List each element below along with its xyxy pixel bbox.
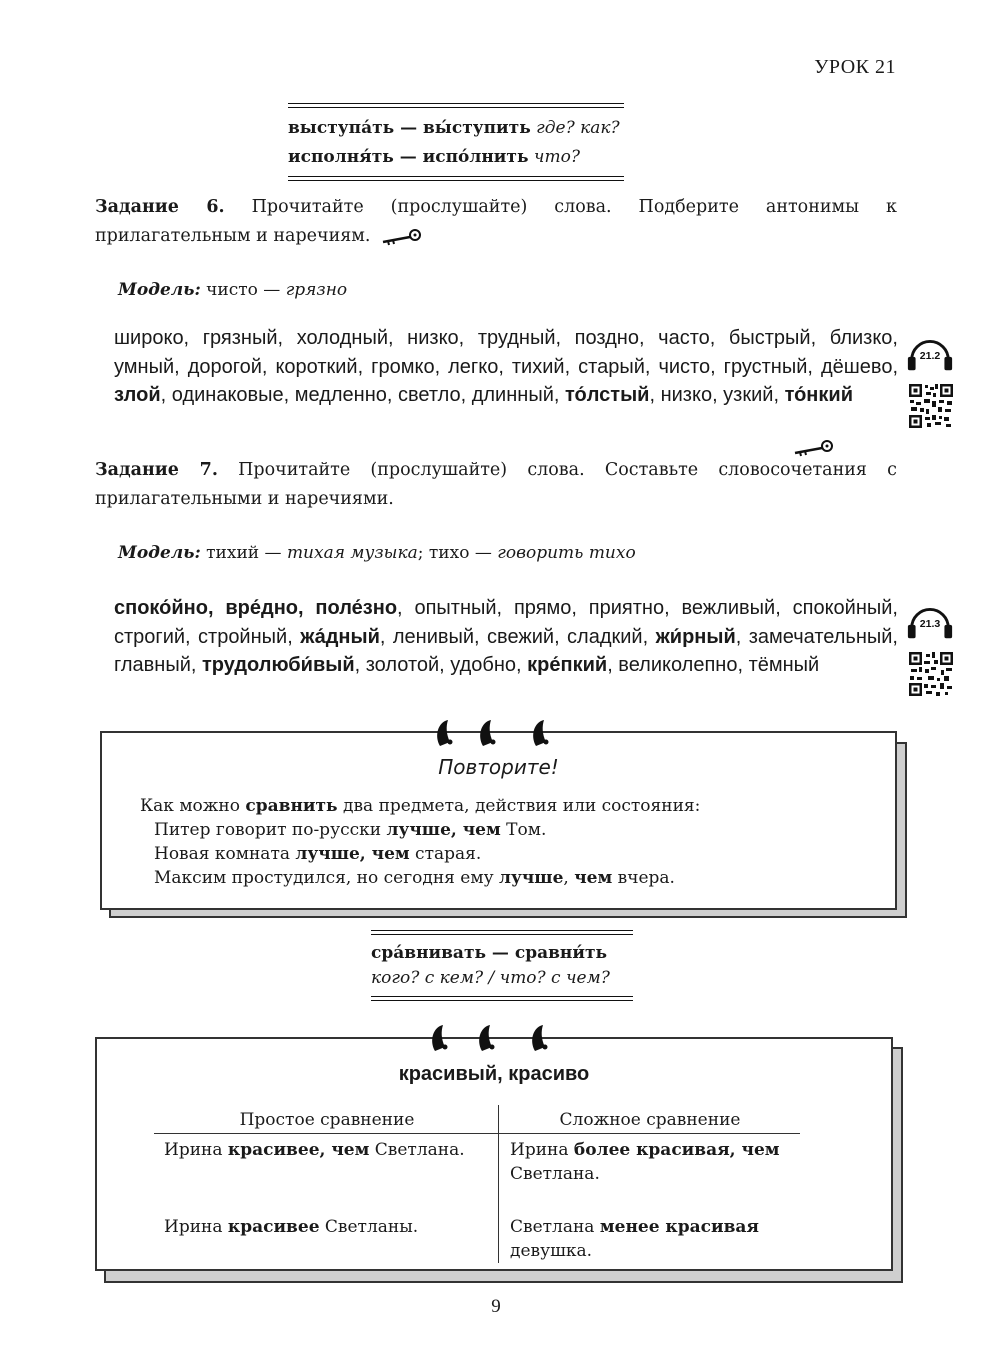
table-cell-run: менее красивая: [599, 1217, 759, 1237]
lesson-header: УРОК 21: [814, 56, 896, 78]
table-cell-run: красивее: [227, 1217, 320, 1237]
example-run: Максим простудился, но сегодня ему: [154, 868, 499, 888]
qr-code-icon[interactable]: [908, 651, 954, 697]
repeat-example-3: [140, 866, 700, 890]
model-word: чисто —: [206, 280, 281, 300]
repeat-box-content: [140, 794, 700, 890]
audio-track-label: 21.3: [919, 617, 941, 630]
example-run: чем: [574, 868, 613, 888]
verb-box-top: [288, 103, 624, 181]
table-cell-run: красивее, чем: [227, 1140, 370, 1160]
word-list-run: жа́дный: [300, 625, 380, 648]
verb-pair-2: исполня́ть — испо́лнить: [288, 147, 529, 167]
table-cell-line: девушка.: [510, 1241, 593, 1261]
verb-pair-1: выступа́ть — вы́ступить: [288, 118, 531, 138]
verb-question-2: что?: [533, 147, 580, 167]
table-header-divider: [154, 1133, 800, 1134]
model-label: Модель:: [118, 280, 201, 300]
word-list-run: жи́рный: [655, 625, 736, 648]
example-run: лучше, чем: [295, 844, 410, 864]
table-cell-simple-1: [164, 1138, 489, 1162]
example-run: Новая комната: [154, 844, 296, 864]
comparison-box: [95, 1037, 893, 1271]
binder-rings-icon: [427, 1017, 557, 1057]
word-list-run: то́нкий: [784, 384, 853, 406]
word-list-run: злой: [114, 384, 161, 406]
compare-verb-box: [371, 930, 633, 1001]
repeat-intro-text: два предмета, действия или состояния:: [337, 796, 701, 816]
word-list-run: , замечательный, главный,: [114, 625, 898, 676]
page-number: 9: [491, 1296, 501, 1317]
key-icon: [792, 438, 836, 458]
task-6-word-list: [114, 324, 898, 410]
word-list-run: , великолепно, тёмный: [607, 654, 820, 676]
table-cell-complex-2: [510, 1215, 810, 1263]
word-list-run: , ленивый, свежий, сладкий,: [379, 625, 656, 648]
repeat-example-2: [140, 842, 700, 866]
word-list-run: , опытный, прямо, приятно, вежливый, спокойный, строгий, стройный,: [114, 597, 898, 648]
task-7-word-list: [114, 594, 898, 680]
word-list-run: широко, грязный, холодный, низко, трудный, поздно, часто, быстрый, близко, умный, дорогой, короткий, громко, легко, тихий, старый, чисто, грустный, дёшево,: [114, 327, 898, 378]
word-list-run: трудолюби́вый: [201, 654, 355, 676]
compare-verb-questions: кого? с кем? / что? с чем?: [371, 968, 610, 988]
task-6-instructions: [95, 193, 897, 251]
compare-verb-pair: сра́внивать — сравни́ть: [371, 943, 608, 963]
headphones-icon[interactable]: [905, 598, 955, 644]
task-6-text: Прочитайте (прослушайте) слова. Подберите антонимы к прилагательным и наречиям.: [95, 197, 897, 246]
repeat-intro-text: Как можно: [140, 796, 246, 816]
task-7-label: Задание 7.: [95, 460, 218, 480]
qr-code-icon[interactable]: [908, 383, 954, 429]
repeat-intro-keyword: сравнить: [245, 796, 338, 816]
verb-question-1: где? как?: [536, 118, 620, 138]
word-list-run: споко́йно, вре́дно, поле́зно: [114, 597, 398, 619]
word-list-run: кре́пкий: [527, 654, 608, 676]
table-cell-complex-1: [510, 1138, 810, 1186]
comparison-box-title: красивый, красиво: [398, 1063, 590, 1085]
example-run: вчера.: [612, 868, 675, 888]
example-run: старая.: [409, 844, 482, 864]
key-icon: [380, 228, 424, 246]
repeat-box: [100, 731, 897, 910]
word-list-run: то́лстый: [564, 384, 650, 406]
model-label: Модель:: [118, 543, 201, 563]
table-cell-run: Светлана: [510, 1217, 600, 1237]
column-header-complex: Сложное сравнение: [559, 1110, 741, 1130]
model-answer: говорить тихо: [497, 543, 636, 563]
table-cell-simple-2: [164, 1215, 489, 1239]
model-separator: ; тихо —: [417, 543, 492, 563]
table-column-divider: [498, 1105, 499, 1263]
headphones-icon[interactable]: [905, 330, 955, 376]
table-cell-line: Светлана.: [510, 1164, 600, 1184]
word-list-run: , золотой, удобно,: [354, 654, 528, 676]
example-run: лучше: [498, 868, 564, 888]
table-cell-run: Ирина: [164, 1217, 228, 1237]
table-cell-line: [510, 1138, 810, 1162]
repeat-box-title: Повторите!: [438, 755, 559, 779]
repeat-example-1: [140, 818, 700, 842]
binder-rings-icon: [432, 712, 562, 752]
table-cell-run: Ирина: [510, 1140, 574, 1160]
table-cell-run: Светланы.: [319, 1217, 419, 1237]
example-run: Питер говорит по-русски: [154, 820, 387, 840]
example-run: ,: [563, 868, 575, 888]
task-6-label: Задание 6.: [95, 197, 225, 217]
task-6-model: [118, 280, 347, 300]
table-cell-run: более красивая, чем: [573, 1140, 780, 1160]
audio-track-label: 21.2: [919, 349, 941, 362]
table-cell-line: [510, 1215, 810, 1239]
task-7-text: Прочитайте (прослушайте) слова. Составьте словосочетания с прилагательными и наречиями.: [95, 460, 897, 509]
model-answer: тихая музыка: [286, 543, 418, 563]
example-run: Том.: [500, 820, 547, 840]
column-header-simple: Простое сравнение: [239, 1110, 415, 1130]
model-answer: грязно: [285, 280, 348, 300]
example-run: лучше, чем: [386, 820, 501, 840]
table-cell-run: Светлана.: [369, 1140, 465, 1160]
word-list-run: , низко, узкий,: [649, 384, 785, 406]
task-7-instructions: [95, 456, 897, 514]
model-word: тихий —: [206, 543, 282, 563]
task-7-model: [118, 543, 636, 563]
repeat-intro: [140, 794, 700, 818]
table-cell-run: Ирина: [164, 1140, 228, 1160]
word-list-run: , одинаковые, медленно, светло, длинный,: [160, 384, 565, 406]
